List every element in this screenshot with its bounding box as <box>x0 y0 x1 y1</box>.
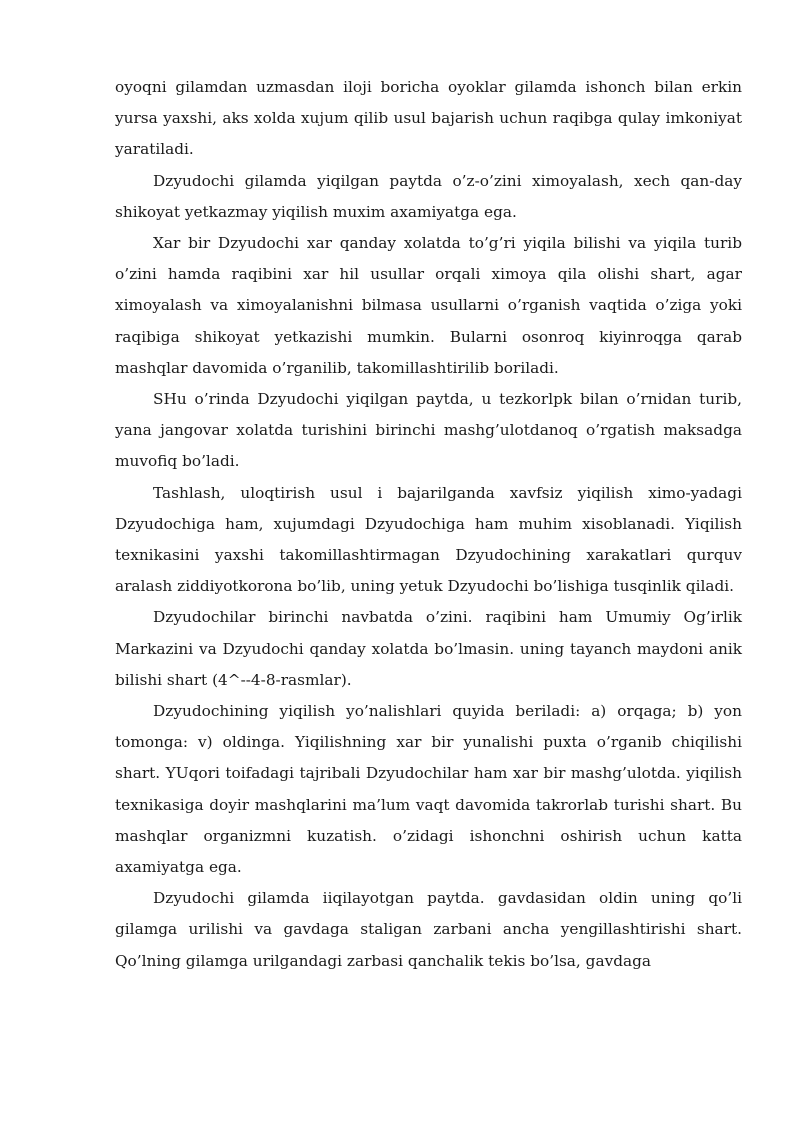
paragraph-6: Dzyudochilar birinchi navbatda o’zini. raqibini ham Umumiy Og’irlik Markazini va Dzyudochi qanday xolatda bo’lmasin. uning tayanch maydoni anik bilishi shart (4^--4-8-rasmlar). <box>115 608 742 689</box>
document-page <box>115 72 742 977</box>
paragraph-8: Dzyudochi gilamda iiqilayotgan paytda. gavdasidan oldin uning qo’li gilamga urilishi va gavdaga staligan zarbani ancha yengillashtirishi shart. Qo’lning gilamga urilgandagi zarbasi qanchalik tekis bo’lsa, gavdaga <box>115 889 742 970</box>
paragraph-5: Tashlash, uloqtirish usul i bajarilganda xavfsiz yiqilish ximo-yadagi Dzyudochiga ham, xujumdagi Dzyudochiga ham muhim xisoblanadi. Yiqilish texnikasini yaxshi takomillashtirmagan Dzyudochining xarakatlari qurquv aralash ziddiyotkorona bo’lib, uning yetuk Dzyudochi bo’lishiga tusqinlik qiladi. <box>115 483 742 596</box>
paragraph-1: oyoqni gilamdan uzmasdan iloji boricha oyoklar gilamda ishonch bilan erkin yursa yaxshi, aks xolda xujum qilib usul bajarish uchun raqibga qulay imkoniyat yaratiladi. <box>115 78 742 159</box>
paragraph-3: Xar bir Dzyudochi xar qanday xolatda to’g’ri yiqila bilishi va yiqila turib o’zini hamda raqibini xar hil usullar orqali ximoya qila olishi shart, agar ximoyalash va ximoyalanishni bilmasa usullarni o’rganish vaqtida o’ziga yoki raqibiga shikoyat yetkazishi mumkin. Bularni osonroq kiyinroqga qarab mashqlar davomida o’rganilib, takomillashtirilib boriladi. <box>115 234 742 377</box>
paragraph-7: Dzyudochining yiqilish yo’nalishlari quyida beriladi: a) orqaga; b) yon tomonga: v) oldinga. Yiqilishning xar bir yunalishi puxta o’rganib chiqilishi shart. YUqori toifadagi tajribali Dzyudochilar ham xar bir mashg’ulotda. yiqilish texnikasiga doyir mashqlarini ma’lum vaqt davomida takrorlab turishi shart. Bu mashqlar organizmni kuzatish. o’zidagi ishonchni oshirish uchun katta axamiyatga ega. <box>115 702 742 877</box>
paragraph-2: Dzyudochi gilamda yiqilgan paytda o’z-o’zini ximoyalash, xech qan-day shikoyat yetkazmay yiqilish muxim axamiyatga ega. <box>115 171 742 221</box>
paragraph-4: SHu o’rinda Dzyudochi yiqilgan paytda, u tezkorlpk bilan o’rnidan turib, yana jangovar xolatda turishini birinchi mashg’ulotdanoq o’rgatish maksadga muvofiq bo’ladi. <box>115 390 742 471</box>
